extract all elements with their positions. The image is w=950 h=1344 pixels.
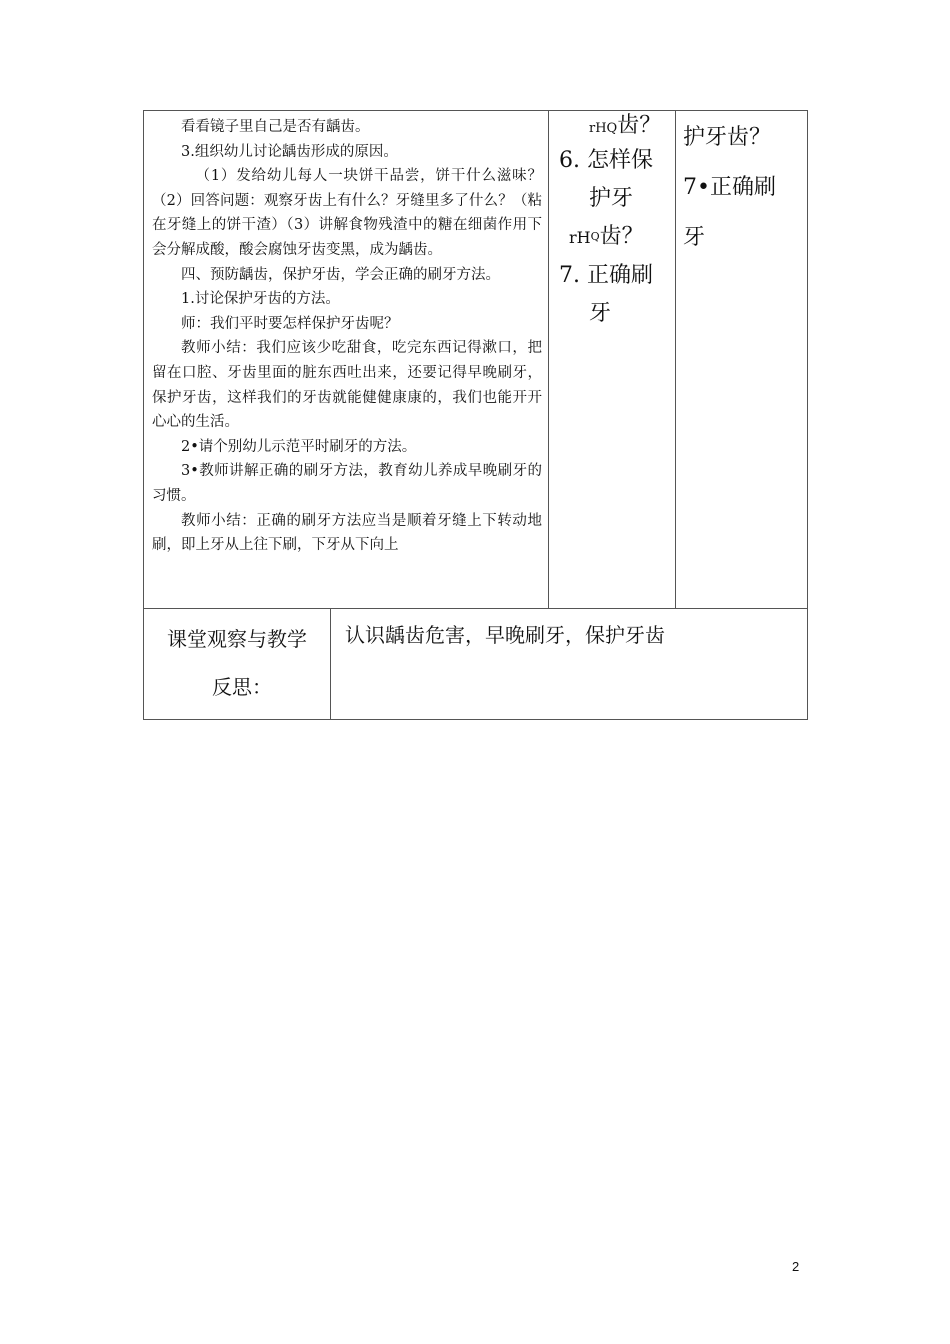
procedure-line: 师：我们平时要怎样保护牙齿呢？: [181, 315, 399, 332]
col2-line: 7. 正确刷: [559, 263, 653, 288]
reflection-content-cell: [331, 609, 808, 719]
reflection-cell: [144, 609, 808, 720]
procedure-line: 教师小结：我们应该少吃甜食，吃完东西记得漱口，把留在口腔、牙齿里面的脏东西吐出来，还要记得早晚刷牙，保护牙齿，这样我们的牙齿就能健健康康的，我们也能开开心心的生活。: [152, 340, 542, 431]
procedure-line: 1.讨论保护牙齿的方法。: [181, 291, 340, 308]
remarks-cell: [676, 111, 808, 609]
col2-line: 6. 怎样保: [559, 148, 653, 173]
procedure-line: 2•请个别幼儿示范平时刷牙的方法。: [181, 438, 417, 455]
col3-line: 护牙齿？: [683, 125, 772, 150]
col2-line: 牙: [589, 301, 612, 326]
procedure-line: 3.组织幼儿讨论龋齿形成的原因。: [181, 143, 398, 160]
reflection-content: 认识龋齿危害，早晚刷牙，保护牙齿: [345, 623, 665, 647]
reflection-inner-table: [144, 609, 807, 719]
design-intent-cell: [549, 111, 676, 609]
procedure-text: [144, 111, 548, 608]
col3-line: 7•正确刷: [683, 175, 776, 200]
procedure-line: 看看镜子里自己是否有龋齿。: [181, 119, 370, 135]
reflection-label: [144, 609, 330, 711]
reflection-label-cell: [144, 609, 331, 719]
design-intent-text: [549, 111, 675, 333]
col2-line: 护牙: [589, 186, 634, 211]
reflection-row: [144, 609, 808, 720]
garbled-subscript: Q: [590, 230, 600, 243]
procedure-line: （1）发给幼儿每人一块饼干品尝，饼干什么滋味？（2）回答问题：观察牙齿上有什么？牙缝里多了什么？（粘在牙缝上的饼干渣）（3）讲解食物残渣中的糖在细菌作用下会分解成酸，酸会腐蚀牙齿变黑，成为龋齿。: [152, 168, 542, 258]
procedure-cell: [144, 111, 549, 609]
garbled-fragment: rHQ: [589, 121, 618, 136]
col2-line: 齿？: [617, 113, 662, 138]
procedure-line: 四、预防龋齿，保护牙齿，学会正确的刷牙方法。: [181, 266, 500, 283]
page-number: 2: [792, 1259, 800, 1274]
col3-line: 牙: [683, 225, 706, 250]
lesson-plan-table: [143, 110, 808, 720]
garbled-fragment: rH: [569, 228, 591, 247]
procedure-line: 教师小结：正确的刷牙方法应当是顺着牙缝上下转动地刷，即上牙从上往下刷，下牙从下向上: [152, 512, 542, 554]
procedure-row: [144, 111, 808, 609]
reflection-label-line1: 课堂观察与教学: [167, 627, 307, 651]
procedure-line: 3•教师讲解正确的刷牙方法，教育幼儿养成早晚刷牙的习惯。: [152, 463, 542, 504]
remarks-text: [676, 111, 807, 263]
reflection-label-line2: 反思：: [212, 675, 272, 699]
col2-line: 齿？: [599, 224, 644, 249]
